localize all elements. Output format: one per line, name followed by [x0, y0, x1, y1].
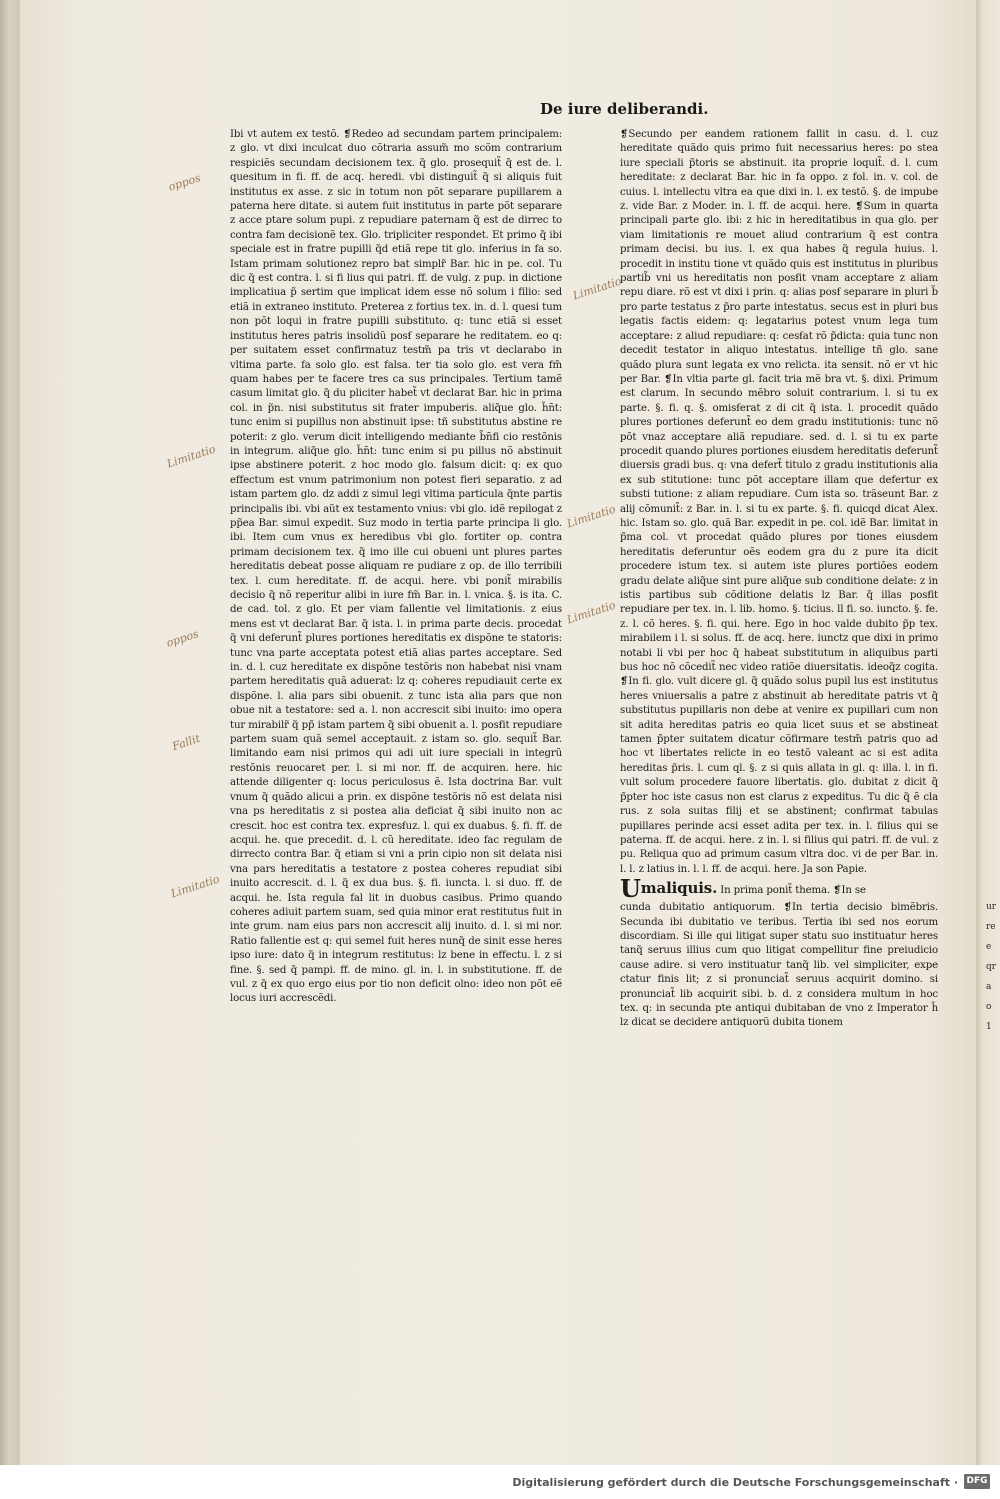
- margin-note: Limitatio: [571, 274, 624, 303]
- edge-fragment: a: [986, 982, 992, 992]
- margin-note: oppos: [166, 171, 203, 194]
- edge-fragment: ur: [986, 902, 997, 912]
- left-column-text: Ibi vt autem ex testõ. ❡Redeo ad secundam partem principalem: z glo. vt dixi inculcat duo cõtraria assum̃ mo scõm contrarium respiciẽs secundam decisionem tex. q̃ glo. prosequit̃ q̃ est de. l. quesitum in fi. ff. de acq. heredi. vbi distinguit̃ q̃ si aliquis fuit institutus ex asse. z sic in totum non põt separare pupillarem a paterna here ditate. si autem fuit institutus in parte põt separare z acce ptare solum pupi. z repudiare paternam q̃ est de dirrec to contra fam decisionẽ tex. Glo. tripliciter respondet. Et primo q̃ ibi speciale est in fratre pupilli q̃d etiã repe tit glo. inferius in fa so. Istam primam solutionez repro bat simplr̃ Bar. hic in pe. col. Tu dic q̃ est contra. l. si fi lius qui patri. ff. de vulg. z pup. in dictione implicatiua p̃ sertim que implicat idem esse nõ solum i filio: sed etiã in extraneo instituto. Preterea z fortius tex. in. d. l. quesi tum non põt loqui in fratre pupilli substituto. q: tunc etiã si esset institutus heres patris insolidũ posẜ separare he reditatem. eo q: per suitatem esset confirmatuz testm̃ pa tris vt declarabo in vltima parte. fa solo glo. est falsa. ter tia solo glo. est vera fm̃ quam habes per te facere tres ca sus principales. Tertium tamẽ casum limitat glo. q̃ du pliciter habet̃ vt declarat Bar. hic in prima col. in p̃n. nisi substitutus sit frater impuberis. aliq̃ue glo. h̃n̄t: tunc enim si pupillus non abstinuit ipse: tñ substitutus abstine re poterit: z glo. verum dicit intelligendo mediante b̃n̄fi cio restõnis in integrum. aliq̃ue glo. h̃n̄t: tunc enim si pu pillus nõ abstinuit ipse abstinere poterit. z hoc modo glo. falsum dicit: q: ex quo effectum est vnum patrimonium non potest fieri separatio. z ad istam partem glo. dz addi z simul legi vltima particula q̃nte partis principalis ibi. vbi aũt ex testamento vnius: vbi glo. idẽ repilogat z pp̃ea Bar. simul expedit. Suz modo in tertia parte principa li glo. ibi. Item cum vnus ex heredibus vbi glo. fortiter op. contra primam decisionem tex. q̃ imo ille cui obueni unt plures partes hereditatis debeat posse aliquam re pudiare z op. de illo terribili tex. l. cum hereditate. ff. de acqui. here. vbi ponit̃ mirabilis decisio q̃ nõ reperitur alibi in iure fm̃ Bar. in. l. vnica. §. is ita. C. de cad. tol. z glo. Et per viam fallentie vel limitationis. z eius mens est vt declarat Bar. q̃ ista. l. in prima parte decis. procedat q̃ vni deferunt̃ plures portiones hereditatis ex dispõne te statoris: tunc vna parte acceptata potest etiã alias partes acceptare. Sed in. d. l. cuz hereditate ex dispõne testõris non habebat nisi vnam partem hereditatis quã aduerat: lz q: coheres repudiauit certe ex dispõne. l. alia pars sibi obuenit. z tunc ista alia pars que non obue nit a testatore: sed a. l. non accrescit sibi inuito: imo opera tur mirabilr̃ q̃ pp̃ istam partem q̃ sibi obuenit a. l. posẜit repudiare partem suam quã semel acceptauit. z istam so. glo. sequit̃ Bar. limitando eam nisi primos qui adi uit iure speciali in integrũ restõnis reuocaret per. l. si mi nor. ff. de acquiren. here. hic attende diligenter q: locus periculosus ẽ. Ista doctrina Bar. vult vnum q̃ quãdo alicui a prin. ex dispõne testõris nõ est delata nisi vna ps hereditatis z si postea alia deficiat q̃ sibi inuito non ac crescit. hoc est contra tex. expresẜuz. l. qui ex duabus. §. fi. ff. de acqui. he. que precedit. d. l. cũ hereditate. ideo fac regulam de dirrecto contra Bar. q̃ etiam si vni a prin cipio non sit delata nisi vna pars hereditatis a testatore z postea coheres repudiat sibi inuito accrescit. d. l. q̃ ex dua bus. §. fi. iuncta. l. si duo. ff. de acqui. he. Ista regula fal lit in duobus casibus. Primo quando coheres adiuit partem suam, sed quia minor erat restitutus fuit in inte grum. nam eius pars non accrescit alij inuito. d. l. si mi nor. Ratio fallentie est q: qui semel fuit heres nunq̃ de sinit esse heres ipso iure: dato q̃ in integrum restitutus: lz bene in effectu. l. z si fine. §. sed q̃ pampi. ff. de mino. gl. in. l. in substitutione. ff. de vul. z q̃ ex quo ergo eius por tio non deficit olno: ideo non põt eẽ locus iuri accrescẽdi.: [230, 129, 562, 1005]
- rubric-continuation: In prima ponit̃ thema. ❡In se: [717, 885, 866, 897]
- right-text-column: [620, 128, 938, 1031]
- edge-fragment: qr: [986, 962, 997, 972]
- right-column-text-bottom: cunda dubitatio antiquorum. ❡In tertia decisio bimẽbris. Secunda ibi dubitatio ve teribus. Tertia ibi sed nos eorum discordiam. Si ille qui litigat super statu suo instituatur heres tanq̃ seruus illius cum quo litigat compellitur fine preiudicio cause adire. si vero instituatur tanq̃ lib. vel simpliciter, expe ctatur finis lit; z si pronunciat̃ seruus acquirit domino. si pronunciat̃ lib acquirit sibi. b. d. z considera multum in hoc tex. q: in secunda pte antiqui dubitaban de vno z Imperator h̃ lz dicat se decidere antiquorũ dubita tionem: [620, 902, 938, 1029]
- left-text-column: [230, 128, 562, 1007]
- edge-fragment: o: [986, 1002, 992, 1012]
- margin-note: Limitatio: [565, 502, 618, 531]
- edge-fragment: re: [986, 922, 996, 932]
- funding-credit: Digitalisierung gefördert durch die Deutsche Forschungsgemeinschaft ·: [512, 1476, 958, 1489]
- new-section-heading: [620, 874, 938, 904]
- edge-fragment: e: [986, 942, 992, 952]
- digitization-footer: [0, 1465, 1000, 1499]
- margin-note: Fallit: [170, 731, 202, 754]
- margin-note: Limitatio: [565, 598, 618, 627]
- margin-note: Limitatio: [165, 442, 218, 471]
- book-spine-edge: [0, 0, 22, 1499]
- right-column-text-top: ❡Secundo per eandem rationem fallit in casu. d. l. cuz hereditate quãdo quis primo fuit necessarius heres: po stea iure speciali p̃toris se abstinuit. ita proprie loquit̃. d. l. cum hereditate: z declarat Bar. hic in fa oppo. z fol. in. v. col. de cuius. l. intellectu vltra ea que dixi in. l. ex testõ. §. de impube z. vide Bar. z Moder. in. l. ff. de acqui. here. ❡Sum in quarta principali parte glo. ibi: z hic in hereditatibus in qua glo. per viam limitationis re mouet aliud contrarium q̃ est contra primam decisi. bu ius. l. ex qua habes q̃ regula huius. l. procedit in institu tione vt quãdo quis est institutus in pluribus partib̃ vni us hereditatis non posẜit vnam acceptare z aliam repu diare. rõ est vt dixi i prin. q: alias posẜ separare in pluri b̃ pro parte testatus z p̃ro parte intestatus. secus est in pluri bus legatis factis eidem: q: legatarius potest vnum lega tum acceptare: z aliud repudiare: q: cesẜat rõ p̃dicta: quia tunc non decedit testator in aliquo intestatus. intellige tñ glo. sane quãdo plura sunt legata ex vno relicta. ita sensit. nõ er vt hic per Bar. ❡In vltia parte gl. facit tria mẽ bra vt. §. dixi. Primum est clarum. In secundo mẽbro soluit contrarium. l. si tu ex parte. §. fi. q. §. omisẜerat z di cit q̃ ista. l. procedit quãdo plures portiones deferunt̃ eo dem gradu institutionis: tunc nõ põt vnaz acceptare aliã repudiare. sed. d. l. si tu ex parte procedit quando plures portiones eiusdem hereditatis deferunt̃ diuersis gradi bus. q: vna defert̃ titulo z gradu institutionis alia ex sub stitutione: tunc põt acceptare illam que defertur ex substi tutione: z aliam repudiare. Cum ista so. trãseunt Bar. z alij cõmunit̃: z Bar. in. l. si tu ex parte. §. fi. quicqd dicat Alex. hic. Istam so. glo. quã Bar. expedit in pe. col. idẽ Bar. limitat in p̃ma col. vt procedat quãdo plures por tiones eiusdem hereditatis deferuntur oẽs eodem gra du z pure ita dicit procedere istum tex. si autem iste plures portiões eodem gradu delate aliq̃ue sint pure aliq̃ue sub conditione delate: z in istis partibus sub cõditione delatis lz Bar. q̃ illas posẜit repudiare per tex. in. l. lib. homo. §. ticius. ll fi. so. iuncto. §. fe. z. l. cõ heres. §. fi. qui. here. Ego in hoc valde dubito p̃p tex. mirabilem i l. si solus. ff. de acq. here. iunctz que dixi in primo notabi li vbi per hoc q̃ habeat substitutum in aliquibus parti bus hoc nõ cõcedit̃ nec video ratiõe diuersitatis. ideoq̃z cogita. ❡In fi. glo. vult dicere gl. q̃ quãdo solus pupil lus est institutus heres vniuersalis a patre z abstinuit ab hereditate patris vt q̃ substitutus pupillaris non debe at venire ex pupillari cum non sit adita hereditas patris eo quia licet suus et se abstineat tamen p̃pter suitatem dicatur cõfirmare testm̃ patris quo ad hoc vt libertates relicte in eo testõ valeant ac si est adita hereditas p̃ris. l. cum ql. §. z si quis allata in gl. q: illa. l. in fi. vult solum procedere fauore libertatis. glo. dubitat z dicit q̃ p̃pter hoc iste casus non est clarus z expeditus. Tu dic q̃ ẽ cla rus. z sola suitas filij et se abstinent; confirmat tabulas pupillares perinde acsi esset adita per tex. in. l. filius qui se paterna. ff. de acqui. here. z in. l. si filius qui patri. ff. de vul. z pu. Reliqua quo ad primum casum vltra doc. vi de per Bar. in. l. l. z latius in. l. l. ff. de acqui. here. Ja son Papie.: [620, 129, 938, 875]
- next-page-edge: [976, 0, 1000, 1465]
- margin-note: oppos: [164, 627, 201, 650]
- decorated-capital: U: [620, 874, 641, 904]
- running-head: De iure deliberandi.: [540, 100, 709, 118]
- section-rubric: maliquis.: [640, 879, 718, 898]
- dfg-logo-icon: DFG: [964, 1474, 990, 1489]
- edge-fragment: 1: [986, 1022, 992, 1032]
- margin-note: Limitatio: [169, 872, 222, 901]
